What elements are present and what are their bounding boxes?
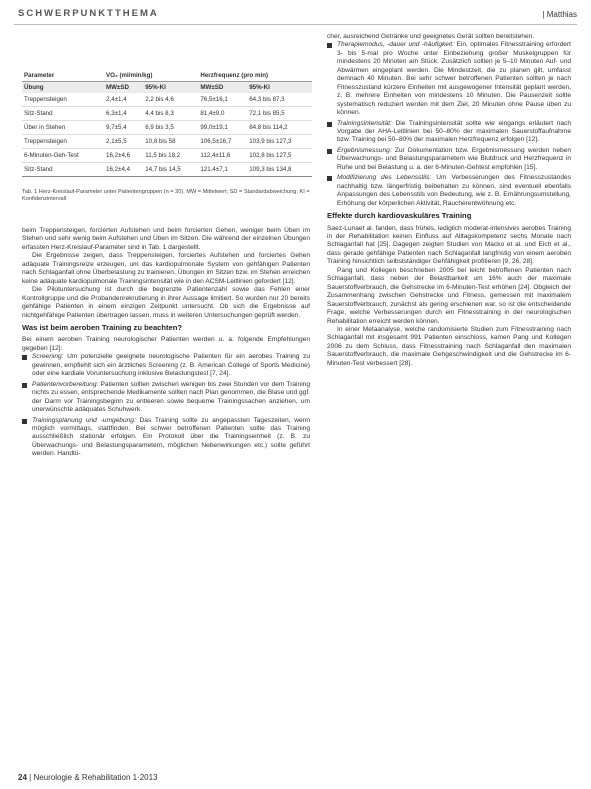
paragraph: Saez-Lunaet al. fanden, dass frühes, lediglich moderat-intensives aerobes Training in der Rehabilitation keinen Einfluss auf Alltagskompetenz sechs Monate nach Schlaganfall hat [25]. Dagegen zeigten Studien von Macko et al. und Eich et al., dass gerade gehfähige Patienten nach Schlaganfall langfristig von einem aeroben Training hinsichtlich selbstständiger Gehfähigkeit profitieren [9, 26, 28]. — [327, 224, 571, 266]
section-heading: Was ist beim aeroben Training zu beachten? — [22, 322, 183, 332]
list-item — [327, 120, 571, 145]
paragraph: cher, ausreichend Getränke und geeignetes Gerät sollten bereitstehen. — [327, 33, 535, 40]
table-cell: Treppensteigen — [22, 93, 104, 107]
section-label: SCHWERPUNKTTHEMA — [18, 8, 159, 19]
paragraph: Die Ergebnisse zeigen, dass Treppensteigen, forciertes Aufstehen und forciertes Gehen adäquate Trainingsreize erzeugen, um das kardiopulmonale System von gehfähigen Patienten nach Schlaganfall ohne Überbelastung zu trainieren. Übungen im Sitzen bzw. im Stehen erreichen keine adäquate kardiopulmonale Trainingsintensität wie in den ACSM-Leitlinien gefordert [12]. — [22, 252, 310, 285]
table-cell: 112,4±11,6 — [198, 149, 247, 163]
table-cell: 64,3 bis 87,3 — [247, 93, 312, 107]
list-item-title: Patientenvorbereitung: — [32, 380, 99, 388]
table-cell: 14,7 bis 14,5 — [143, 163, 198, 177]
table-header-cell: MW±SD — [104, 82, 143, 94]
cardio-parameters-table — [22, 72, 312, 177]
table-cell: 10,8 bis 58 — [143, 135, 198, 149]
table-cell: 16,2±4,6 — [104, 149, 143, 163]
table-cell: 11,5 bis 18,2 — [143, 149, 198, 163]
table-header-cell: 95%-KI — [247, 82, 312, 94]
list-item-title: Screening: — [32, 353, 64, 361]
list-item-text: Zur Dokumentation bzw. Ergebnismessung werden neben Überwachungs- und Belastungsparametern wie Blutdruck und Herzfrequenz in Ruhe und bei Belastung u. a. der 6-Minuten-Gehtest empfohlen [15]. — [337, 146, 571, 171]
table-cell: Über in Stehen — [22, 121, 104, 135]
bullet-icon — [327, 122, 332, 127]
bullet-icon — [327, 149, 332, 154]
table-row — [22, 121, 312, 135]
list-item-title: Therapiemodus, -dauer und -häufigkeit: — [337, 41, 455, 49]
table-cell: 109,3 bis 134,8 — [247, 163, 312, 177]
table-row — [22, 163, 312, 177]
page-footer — [18, 773, 158, 782]
table-cell: 6,9 bis 3,5 — [143, 121, 198, 135]
table-row — [22, 107, 312, 121]
bullet-icon — [22, 383, 27, 388]
table-row — [22, 149, 312, 163]
paragraph: Die Pilotuntersuchung ist durch die begrenzte Patientenzahl sowie das Fehlen einer Kontrollgruppe und die Probandenrekrutierung in ihrer Aussage limitiert. So wurden nur 20 bereits gehfähige Patienten in einem einzigen Zeitpunkt untersucht. Ob sich die Ergebnisse auf nichtgehfähige Patienten übertragen lassen, muss in weiteren Untersuchungen geprüft werden. — [22, 286, 310, 319]
table-cell: 102,8 bis 127,5 — [247, 149, 312, 163]
bullet-icon — [22, 419, 27, 424]
table-cell: 121,4±7,1 — [198, 163, 247, 177]
list-item-text: Um Verbesserungen des Fitnesszustandes nachhaltig bzw. längerfristig beibehalten zu können, sind eventuell ebenfalls Anpassungen des Lebensstils von Bedeutung, wie z. B. Ernährungsumstellung, Erhöhung der körperlichen Aktivität, Raucherentwöhnung etc. — [337, 174, 571, 207]
recommendation-list — [22, 353, 310, 458]
table-cell: Sitz-Stand — [22, 107, 104, 121]
list-item — [327, 147, 571, 172]
paragraph: Pang und Kollegen beschrieben 2005 bei leicht betroffenen Patienten nach Schlaganfall, dass neben der Belastbarkeit um 16% auch der maximale Sauerstoffverbrauch, die Gehstrecke im 6-Minuten-Test erhöhen [24]. Obgleich der Zusammenhang zwischen Gehstrecke und Fitness, gemessen mit maximalem Sauerstoffverbrauch, zunächst als gering erschienen war, so ist die entscheidende Frage, welche Verbesserungen durch ein Fitnesstraining in der neurologischen Rehabilitation erreicht werden können. — [327, 266, 571, 325]
table-cell: 2,1±5,5 — [104, 135, 143, 149]
section-heading: Effekte durch kardiovaskuläres Training — [327, 211, 472, 221]
bullet-icon — [327, 43, 332, 48]
page-header — [0, 0, 591, 30]
table-cell: 106,5±16,7 — [198, 135, 247, 149]
list-item-text: Das Training sollte zu angepassten Tageszeiten, wenn möglich vormittags, stattfinden. Bei schwer betroffenen Patienten sollte das Training ausschließlich stationär erfolgen. Ein Protokoll über die Trainingseinheit (z. B. zu Überwachungs- und Belastungsparametern, möglichen Nebenwirkungen etc.) sollte geführt werden. Handtü- — [32, 416, 311, 458]
table-cell: 2,4±1,4 — [104, 93, 143, 107]
list-item-text: Ein, optimales Fitnesstraining erfordert 3- bis 5-mal pro Woche unter Einbeziehung großer Muskelgruppen für mindestens 20 Minuten am Stück. Zusätzlich sollten je 5–10 Minuten Auf- und Abwärmen eingeplant werden. Die Mindestzeit, die zu planen gilt, umfasst demnach 40 Minuten. Bei sehr schwer betroffenen Patienten sollten je nach Fitnesszustand kürzere Einheiten mit ausgewogener Intensität geplant werden, z. B. mehrere Einheiten von mindestens 10 Minuten. Die Pausenzeit sollte systematisch reduziert werden mit dem Ziel, 20 Minuten ohne Pause üben zu können. — [337, 41, 571, 117]
list-item — [22, 417, 310, 459]
table-cell: 72,1 bis 85,5 — [247, 107, 312, 121]
list-item-title: Trainingsintensität: — [337, 119, 392, 127]
paragraph: In einer Metaanalyse, welche randomisierte Studien zum Fitnesstraining nach Schlaganfall mit insgesamt 991 Patienten einschloss, kamen Pang und Kollegen 2006 zu dem Schluss, dass Fitnesstraining nach Schlaganfall den maximalen Sauerstoffverbrauch, die maximale Gehgeschwindigkeit und die Gehstrecke im 6-Minuten-Test verbessert [28]. — [327, 325, 571, 367]
table-cell: 6,3±1,4 — [104, 107, 143, 121]
list-item — [22, 381, 310, 415]
list-item-title: Modifizierung des Lebensstils: — [337, 174, 432, 182]
author-label: | Matthias — [542, 10, 577, 19]
list-item — [327, 174, 571, 208]
list-item-title: Trainingsplanung und -umgebung: — [32, 416, 136, 424]
left-column — [22, 227, 310, 461]
list-item-text: Um potenzielle geeignete neurologische Patienten für ein aerobes Training zu gewinnen, empfiehlt sich ein ärztliches Screening (z. B. American College of Sports Medicine) oder eine kardiale Voruntersuchung inklusive Belastungstest [7, 24]. — [32, 353, 310, 378]
list-item — [22, 353, 310, 378]
list-item-text: Patienten sollten zwischen wenigen bis zwei Stunden vor dem Training nichts zu essen, entsprechende Medikamente sollten nach Plan genommen, die Blase und ggf. der Darm vor Trainingsbeginn zu entleeren sowie bequeme Trainingssachen anziehen, um unerwünschte adäquates Schuhwerk. — [32, 380, 310, 414]
table-cell: 81,4±9,0 — [198, 107, 247, 121]
table-cell: 6-Minuten-Geh-Test — [22, 149, 104, 163]
table-cell: Treppensteigen — [22, 135, 104, 149]
table-cell: 4,4 bis 8,3 — [143, 107, 198, 121]
right-column — [327, 33, 571, 368]
table-group-header-cell: VO₂ (ml/min/kg) — [104, 72, 198, 82]
table-cell: 9,7±5,4 — [104, 121, 143, 135]
bullet-icon — [327, 176, 332, 181]
table-cell: Sitz-Stand — [22, 163, 104, 177]
table-cell: 16,2±4,4 — [104, 163, 143, 177]
table-row — [22, 93, 312, 107]
table-sub-header — [22, 82, 312, 94]
table-cell: 103,9 bis 127,3 — [247, 135, 312, 149]
table-group-header — [22, 72, 312, 82]
bullet-icon — [22, 355, 27, 360]
list-item-text: Die Trainingsintensität sollte wie eingangs erläutert nach Vorgabe der AHA-Leitlinien bei 50–80% der maximalen Sauerstoffaufnahme bzw. Training bei 50–80% der maximalen Herzfrequenz erfolgen [12]. — [337, 119, 571, 144]
paragraph: Bei einem aeroben Training neurologischer Patienten werden u. a. folgende Empfehlungen gegeben [12]: — [22, 336, 310, 352]
table-row — [22, 135, 312, 149]
paragraph: beim Treppensteigen, forcierten Aufstehen und beim forcierten Gehen, weniger beim Üben im Stehen und sehr wenig beim Aufstehen und Üben im Sitzen. Die während der einzelnen Übungen erfassten Herz-Kreislauf-Parameter sind in Tab. 1 dargestellt. — [22, 227, 310, 251]
recommendation-list — [327, 41, 571, 208]
table-header-cell: Übung — [22, 82, 104, 94]
table-header-cell: 95%-KI — [143, 82, 198, 94]
table-cell: 2,2 bis 4,6 — [143, 93, 198, 107]
list-item — [327, 41, 571, 117]
table-header-cell: MW±SD — [198, 82, 247, 94]
page-number: 24 — [18, 773, 27, 782]
journal-name: | Neurologie & Rehabilitation 1·2013 — [29, 773, 158, 782]
table-caption: Tab. 1 Herz-Kreislauf-Parameter unter Patientengruppen (n = 20). MW = Mittelwert; SD = Standardabweichung; KI = Konfidenzintervall — [22, 189, 310, 203]
table-group-header-cell: Herzfrequenz (pro min) — [198, 72, 312, 82]
table-cell: 76,5±16,1 — [198, 93, 247, 107]
table-group-header-cell: Parameter — [22, 72, 104, 82]
header-divider — [14, 24, 577, 25]
table-cell: 84,8 bis 114,2 — [247, 121, 312, 135]
list-item-title: Ergebnismessung: — [337, 146, 392, 154]
table-cell: 99,0±19,1 — [198, 121, 247, 135]
